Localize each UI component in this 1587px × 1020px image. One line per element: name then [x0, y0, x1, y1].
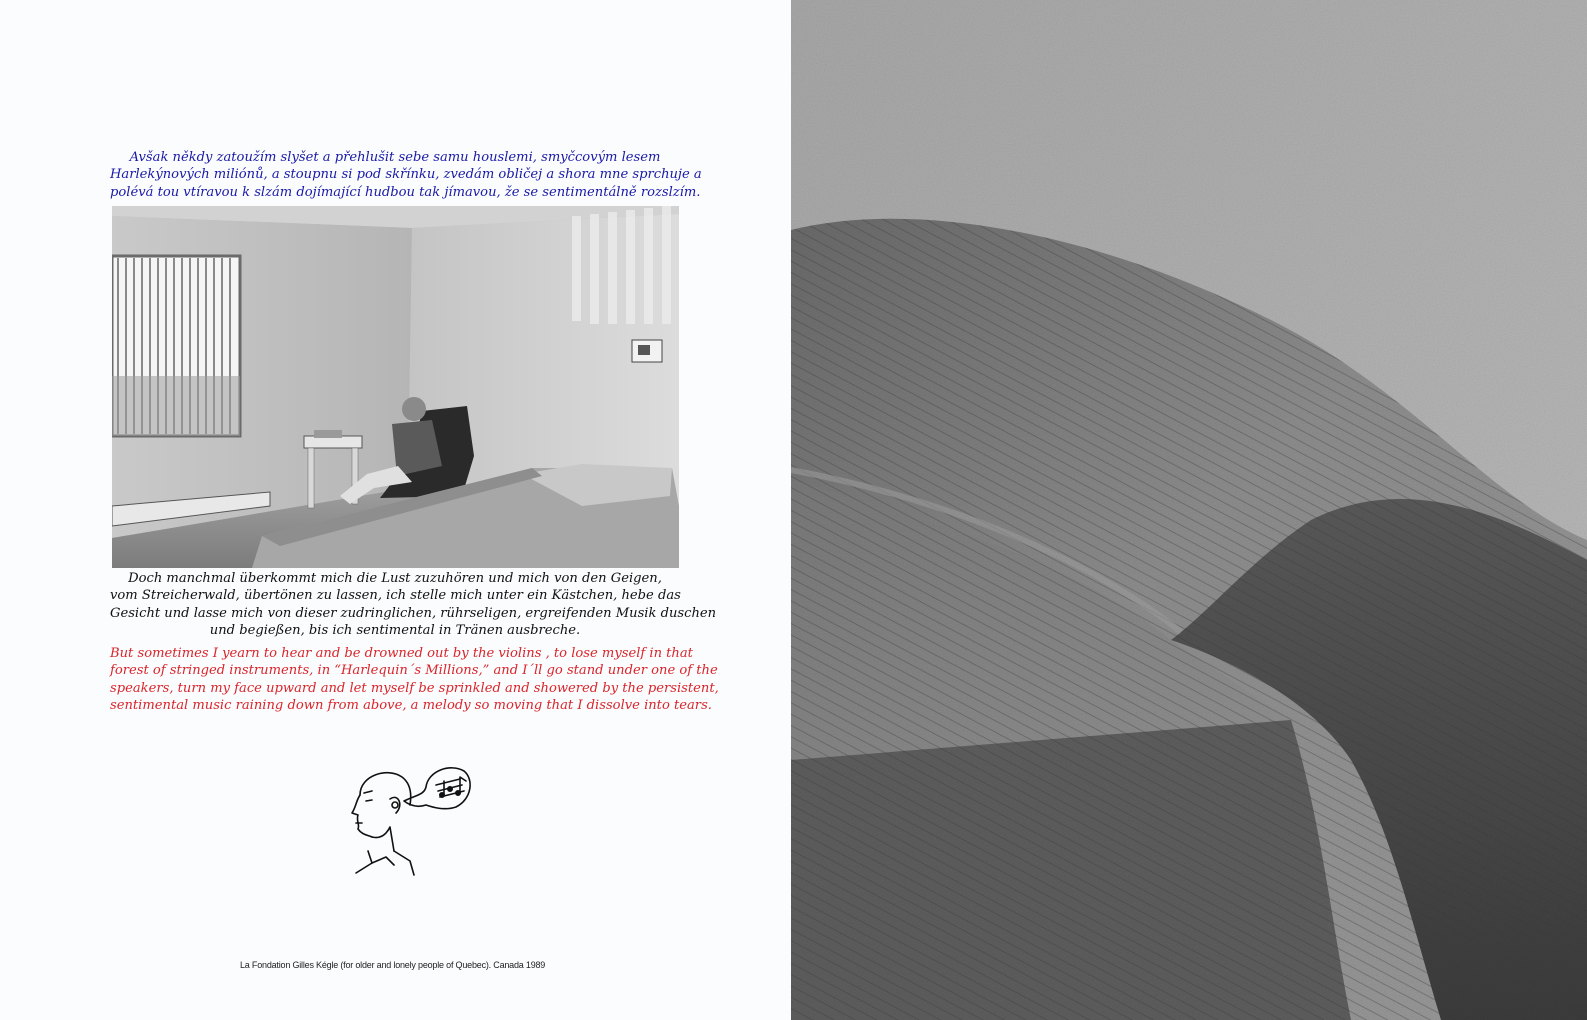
left-page: [0, 0, 791, 1020]
czech-line: Avšak někdy zatoužím slyšet a přehlušit sebe samu houslemi, smyčcovým lesem: [129, 150, 661, 165]
room-photo: [112, 206, 679, 568]
czech-text: [110, 149, 702, 201]
right-page: [791, 0, 1587, 1020]
blanket-closeup-photo: [791, 0, 1587, 1020]
english-text: [110, 645, 719, 714]
english-line: forest of stringed instruments, in “Harlequin´s Millions,” and I´ll go stand under one of the: [110, 663, 718, 679]
german-line: vom Streicherwald, übertönen zu lassen, ich stelle mich unter ein Kästchen, hebe das: [110, 588, 681, 604]
german-line: Doch manchmal überkommt mich die Lust zuzuhören und mich von den Geigen,: [128, 571, 662, 586]
czech-line: polévá tou vtíravou k slzám dojímající hudbou tak jímavou, že se sentimentálně rozslzím.: [110, 184, 701, 200]
english-line: But sometimes I yearn to hear and be drowned out by the violins , to lose myself in that: [110, 646, 693, 661]
english-line: speakers, turn my face upward and let myself be sprinkled and showered by the persistent,: [110, 680, 719, 696]
room-photo-image: [112, 206, 679, 568]
photo-caption: La Fondation Gilles Kégle (for older and lonely people of Quebec). Canada 1989: [240, 960, 546, 970]
english-line: sentimental music raining down from above, a melody so moving that I dissolve into tears.: [110, 697, 712, 713]
german-line: und begießen, bis ich sentimental in Tränen ausbreche.: [209, 622, 581, 638]
german-text: [110, 570, 717, 639]
czech-line: Harlekýnových miliónů, a stoupnu si pod skřínku, zvedám obličej a shora mne sprchuje a: [110, 167, 702, 183]
listening-head-sketch: [346, 765, 474, 877]
german-line: Gesicht und lasse mich von dieser zudringlichen, rührseligen, ergreifenden Musik duschen: [110, 605, 717, 621]
